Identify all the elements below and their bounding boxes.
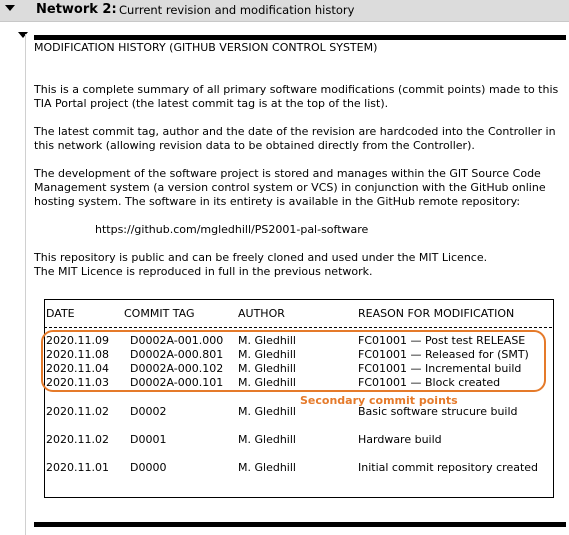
row-author: M. Gledhill [238, 348, 296, 361]
row-author: M. Gledhill [238, 376, 296, 389]
comment-heading: MODIFICATION HISTORY (GITHUB VERSION CONTROL SYSTEM) [34, 41, 378, 54]
network-rail [25, 34, 26, 535]
row-reason: Initial commit repository created [358, 461, 539, 474]
comment-top-border [34, 35, 566, 40]
row-reason: FC01001 — Post test RELEASE [358, 334, 526, 347]
comment-paragraph-4: This repository is public and can be freely cloned and used under the MIT Licence. The MIT Licence is reproduced in full in the previous network. [34, 251, 488, 278]
row-tag: D0002A-001.000 [130, 334, 224, 347]
row-author: M. Gledhill [238, 405, 296, 418]
repository-url: https://github.com/mgledhill/PS2001-pal-software [95, 223, 369, 236]
network-subtitle: Current revision and modification history [119, 3, 355, 17]
comment-paragraph-3: The development of the software project is stored and manages within the GIT Source Code Management system (a version control system or VCS) in conjunction with the GitHub online hosting system. The software in its entirety is available in the GitHub remote repository: [34, 167, 546, 208]
comment-paragraph-2: The latest commit tag, author and the date of the revision are hardcoded into the Controller in this network (allowing revision data to be obtained directly from the Controller). [34, 125, 556, 152]
collapse-arrow-icon[interactable] [5, 5, 15, 11]
row-tag: D0000 [130, 461, 167, 474]
row-reason: FC01001 — Incremental build [358, 362, 522, 375]
row-date: 2020.11.04 [46, 362, 109, 375]
row-date: 2020.11.02 [46, 405, 109, 418]
header-date: DATE [46, 307, 75, 320]
row-author: M. Gledhill [238, 433, 296, 446]
row-tag: D0002 [130, 405, 167, 418]
comment-collapse-arrow-icon[interactable] [18, 32, 28, 38]
row-tag: D0002A-000.101 [130, 376, 224, 389]
header-reason: REASON FOR MODIFICATION [358, 307, 515, 320]
row-tag: D0002A-000.102 [130, 362, 224, 375]
row-date: 2020.11.03 [46, 376, 109, 389]
secondary-commits-label: Secondary commit points [300, 394, 458, 407]
row-tag: D0001 [130, 433, 167, 446]
network-number: Network 2: [36, 2, 117, 17]
row-date: 2020.11.02 [46, 433, 109, 446]
row-date: 2020.11.01 [46, 461, 109, 474]
row-reason: FC01001 — Released for (SMT) [358, 348, 529, 361]
comment-paragraph-1: This is a complete summary of all primary software modifications (commit points) made to this TIA Portal project (the latest commit tag is at the top of the list). [34, 83, 559, 110]
header-author: AUTHOR [238, 307, 285, 320]
row-reason: FC01001 — Block created [358, 376, 501, 389]
secondary-commits-highlight [41, 330, 546, 392]
header-separator [44, 327, 552, 328]
row-tag: D0002A-000.801 [130, 348, 224, 361]
comment-bottom-border [34, 522, 566, 527]
row-date: 2020.11.09 [46, 334, 109, 347]
row-date: 2020.11.08 [46, 348, 109, 361]
row-author: M. Gledhill [238, 362, 296, 375]
row-reason: Basic software strucure build [358, 405, 518, 418]
row-author: M. Gledhill [238, 461, 296, 474]
row-reason: Hardware build [358, 433, 442, 446]
row-author: M. Gledhill [238, 334, 296, 347]
network-header[interactable] [0, 0, 569, 22]
header-commit-tag: COMMIT TAG [124, 307, 195, 320]
